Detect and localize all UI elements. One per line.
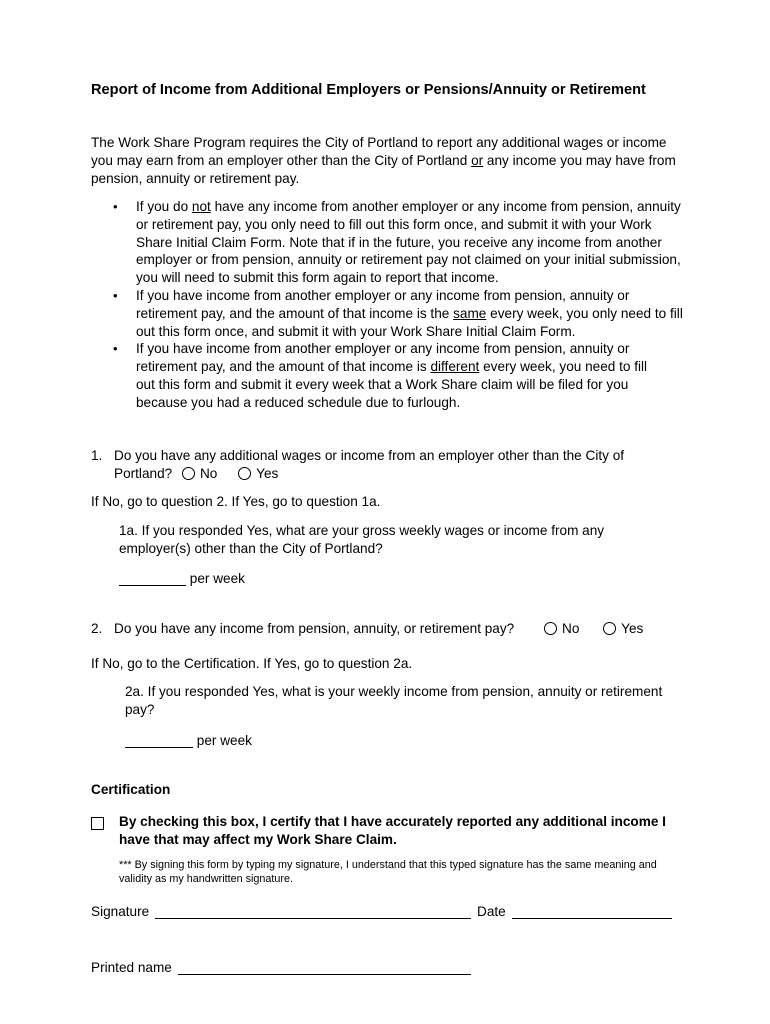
question-1-routing: If No, go to question 2. If Yes, go to question 1a. [91, 494, 381, 509]
question-2-options [544, 620, 643, 638]
q1-yes-option[interactable]: Yes [238, 465, 278, 483]
question-1a-answer [119, 570, 245, 588]
q2-yes-option[interactable]: Yes [603, 620, 643, 638]
question-1 [91, 447, 625, 465]
instruction-item: • If you have income from another employer or any income from pension, annuity or retirement pay, and the amount of that income is the same every week, you only need to fill out this form once, and submit it with your Work Share Initial Claim Form. [91, 287, 684, 340]
date-row [477, 903, 672, 921]
q1a-per-week: per week [189, 571, 245, 586]
printed-name-label: Printed name [91, 960, 172, 975]
instruction-item: • If you do not have any income from another employer or any income from pension, annuity or retirement pay, you only need to fill out this form once, and submit it with your Work Share Initial Claim Form. Note that if in the future, you receive any income from another employer or from pension, annuity or retirement pay not claimed on your initial submission, you will need to submit this form again to report that income. [91, 198, 684, 287]
q2-no-radio[interactable] [544, 622, 557, 635]
q1a-amount-field[interactable] [119, 571, 186, 586]
q2-no-option[interactable]: No [544, 620, 579, 638]
intro-text-1: The Work Share Program requires the City of Portland to report any additional wages or income you may earn from an employer other than the City of Portland [91, 135, 667, 168]
signature-row [91, 903, 471, 921]
q2a-amount-field[interactable] [125, 733, 193, 748]
intro-or: or [471, 153, 484, 168]
question-2a-text: 2a. If you responded Yes, what is your weekly income from pension, annuity or retirement pay? [125, 684, 663, 717]
q1-no-option[interactable]: No [182, 465, 217, 483]
certification-statement: By checking this box, I certify that I have accurately reported any additional income I have that may affect my Work Share Claim. [119, 814, 666, 847]
question-1-text: Do you have any additional wages or income from an employer other than the City of [114, 448, 625, 463]
instruction-item: • If you have income from another employer or any income from pension, annuity or retirement pay, and the amount of that income is different every week, you need to fill out this form and submit it every week that a Work Share claim will be filed for you because you had a reduced schedule due to furlough. [91, 340, 656, 411]
q1-no-radio[interactable] [182, 467, 195, 480]
q2a-per-week: per week [196, 733, 252, 748]
printed-name-row [91, 959, 471, 977]
question-2a-answer [125, 732, 252, 750]
certification-checkbox[interactable] [91, 817, 104, 830]
question-1-text-cont: Portland? [114, 466, 173, 481]
question-2-routing: If No, go to the Certification. If Yes, go to question 2a. [91, 656, 413, 671]
signature-field[interactable] [155, 904, 471, 919]
intro-paragraph [91, 134, 691, 188]
signature-label: Signature [91, 904, 150, 919]
form-title: Report of Income from Additional Employers or Pensions/Annuity or Retirement [91, 82, 646, 98]
question-1a-text: 1a. If you responded Yes, what are your gross weekly wages or income from any employer(s) other than the City of Portland? [119, 523, 605, 556]
date-field[interactable] [512, 904, 672, 919]
intro-text-2: any income you may have from pension, annuity or retirement pay. [91, 153, 676, 186]
question-1-options [114, 465, 278, 483]
question-2 [91, 620, 515, 638]
certification-heading: Certification [91, 782, 171, 797]
question-2-text: Do you have any income from pension, annuity, or retirement pay? [114, 621, 515, 636]
printed-name-field[interactable] [178, 960, 471, 975]
signature-note: *** By signing this form by typing my signature, I understand that this typed signature has the same meaning and validity as my handwritten signature. [119, 859, 657, 885]
question-2-number: 2. [91, 621, 103, 636]
instructions-list [91, 198, 691, 412]
date-label: Date [477, 904, 506, 919]
q1-yes-radio[interactable] [238, 467, 251, 480]
q2-yes-radio[interactable] [603, 622, 616, 635]
question-1-number: 1. [91, 448, 103, 463]
